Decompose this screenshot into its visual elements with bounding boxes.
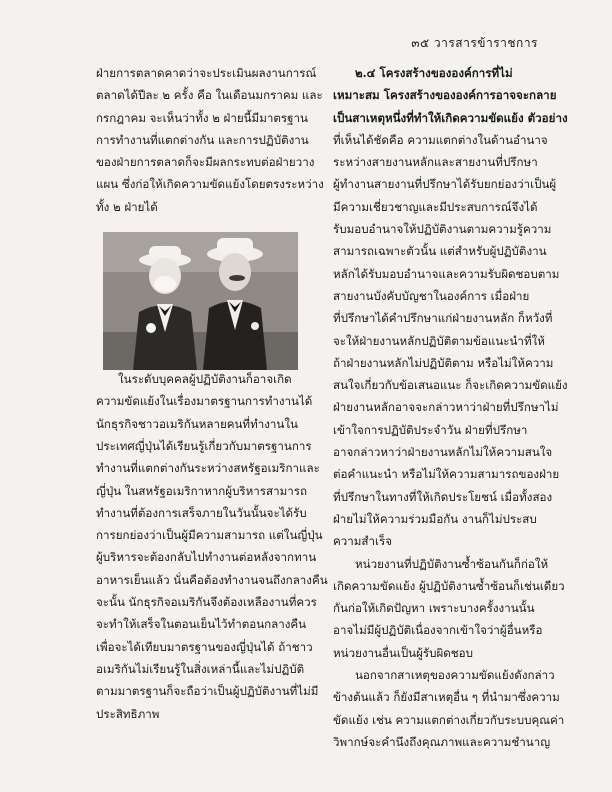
text-line: ผู้ทำงานสายงานที่ปรึกษาได้รับยกย่องว่าเป็นผู้ xyxy=(333,177,557,192)
text-line: หน่วยงานที่ปฏิบัติงานซ้ำซ้อนกันก็ก่อให้ xyxy=(355,556,549,571)
text-line: จะนั้น นักธุรกิจอเมริกันจึงต้องเหลืองานที่ควร xyxy=(96,595,317,610)
text-line: ที่เห็นได้ชัดคือ ความแตกต่างในด้านอำนาจ xyxy=(333,132,548,147)
text-line: นอกจากสาเหตุของความขัดแย้งดังกล่าว xyxy=(355,668,555,683)
text-line: สนใจเกี่ยวกับข้อเสนอแนะ ก็จะเกิดความขัดแย้ง xyxy=(333,378,568,393)
text-line: เพื่อจะได้เทียบมาตรฐานของญี่ปุ่นได้ ถ้าชาว xyxy=(96,639,313,654)
text-line: ที่ปรึกษาได้คำปรึกษาแก่ฝ่ายงานหลัก ก็หวังที่ xyxy=(333,311,553,326)
text-line: วิพากษ์จะคำนึงถึงคุณภาพและความชำนาญ xyxy=(333,734,551,749)
text-line: แผน ซึ่งก่อให้เกิดความขัดแย้งโดยตรงระหว่าง xyxy=(96,177,324,192)
text-line: จะให้ฝ่ายงานหลักปฏิบัติตามข้อแนะนำที่ให้ xyxy=(333,333,545,348)
left-paragraph-2 xyxy=(96,368,328,725)
right-column xyxy=(333,62,568,753)
text-line: ทั้ง ๒ ฝ่ายได้ xyxy=(96,199,158,214)
text-line: ความขัดแย้งในเรื่องมาตรฐานการทำงานได้ xyxy=(96,394,313,409)
text-line: การยกย่องว่าเป็นผู้มีความสามารถ แต่ในญี่ปุ่น xyxy=(96,528,323,543)
text-line: ฝ่ายงานหลักอาจจะกล่าวหาว่าฝ่ายที่ปรึกษาไม่ xyxy=(333,400,559,415)
text-line: ทำงานที่แตกต่างกันระหว่างสหรัฐอเมริกาและ xyxy=(96,461,320,476)
photo-two-elderly-men xyxy=(103,232,298,370)
right-paragraph-2 xyxy=(333,553,565,664)
text-line: ในระดับบุคคลผู้ปฏิบัติงานก็อาจเกิด xyxy=(118,372,292,387)
text-line: เข้าใจการปฏิบัติประจำวัน ฝ่ายที่ปรึกษา xyxy=(333,422,528,437)
text-line: หน่วยงานอื่นเป็นผู้รับผิดชอบ xyxy=(333,645,473,660)
text-line: รับมอบอำนาจให้ปฏิบัติงานตามความรู้ความ xyxy=(333,222,552,237)
text-line: ประสิทธิภาพ xyxy=(96,706,160,721)
text-line: กรกฎาคม จะเห็นว่าทั้ง ๒ ฝ่ายนี้มีมาตรฐาน xyxy=(96,110,308,125)
text-line: ความสำเร็จ xyxy=(333,534,392,549)
text-line: ต่อคำแนะนำ หรือไม่ให้ความสามารถของฝ่าย xyxy=(333,467,560,482)
text-line: จะทำให้เสร็จในตอนเย็นไว้ทำตอนกลางคืน xyxy=(96,617,307,632)
text-line: อเมริกันไม่เรียนรู้ในสิ่งเหล่านี้และไม่ปฏิบัติ xyxy=(96,661,305,676)
text-line: สายงานบังคับบัญชาในองค์การ เมื่อฝ่าย xyxy=(333,288,530,303)
text-line: ตามมาตรฐานก็จะถือว่าเป็นผู้ปฏิบัติงานที่ไม่มี xyxy=(96,684,319,699)
text-line: กันก่อให้เกิดปัญหา เพราะบางครั้งงานนั้น xyxy=(333,601,535,616)
left-paragraph-1 xyxy=(96,62,324,218)
text-line: ขัดแย้ง เช่น ความแตกต่างเกี่ยวกับระบบคุณค่า xyxy=(333,712,565,727)
text-line: การทำงานที่แตกต่างกัน และการปฏิบัติงาน xyxy=(96,132,309,147)
text-line: ฝ่ายการตลาดคาดว่าจะประเมินผลงานการณ์ xyxy=(96,66,317,80)
text-line: อาหารเย็นแล้ว นั่นคือต้องทำงานจนถึงกลางคืน xyxy=(96,572,328,587)
page-header: ๓๕ วารสารข้าราชการ xyxy=(411,36,538,50)
text-line: ผู้บริหารจะต้องกลับไปทำงานต่อหลังจากทาน xyxy=(96,550,317,565)
text-line: ตลาดได้ปีละ ๒ ครั้ง คือ ในเดือนมกราคม และ xyxy=(96,88,323,103)
left-column xyxy=(96,62,328,725)
text-line: ที่ปรึกษาในทางที่ให้เกิดประโยชน์ เมื่อทั้งสอง xyxy=(333,489,553,504)
text-line: อาจกล่าวหาว่าฝ่ายงานหลักไม่ให้ความสนใจ xyxy=(333,445,553,460)
text-line: ประเทศญี่ปุ่นได้เรียนรู้เกี่ยวกับมาตรฐานการ xyxy=(96,438,312,453)
text-line: สามารถเฉพาะตัวนั้น แต่สำหรับผู้ปฏิบัติงาน xyxy=(333,244,547,259)
right-paragraph-3 xyxy=(333,664,565,753)
text-line: ญี่ปุ่น ในสหรัฐอเมริกาหากผู้บริหารสามารถ xyxy=(96,483,308,498)
text-line: ข้างต้นแล้ว ก็ยังมีสาเหตุอื่น ๆ ที่นำมาซึ่งความ xyxy=(333,690,560,705)
text-line: เหมาะสม โครงสร้างขององค์การอาจจะกลาย xyxy=(333,88,557,103)
text-line: เป็นสาเหตุหนึ่งที่ทำให้เกิดความขัดแย้ง ตัวอย่าง xyxy=(333,110,568,125)
right-paragraph-1 xyxy=(333,84,568,552)
text-line: หลักได้รับมอบอำนาจและความรับผิดชอบตาม xyxy=(333,266,560,281)
text-line: เกิดความขัดแย้ง ผู้ปฏิบัติงานซ้ำซ้อนก็เช่นเดียว xyxy=(333,578,565,593)
text-line: มีความเชี่ยวชาญและมีประสบการณ์จึงได้ xyxy=(333,199,538,214)
text-line: ฝ่ายไม่ให้ความร่วมมือกัน งานก็ไม่ประสบ xyxy=(333,511,537,526)
text-line: อาจไม่มีผู้ปฏิบัติเนื่องจากเข้าใจว่าผู้อื่นหรือ xyxy=(333,623,543,638)
text-line: นักธุรกิจชาวอเมริกันหลายคนที่ทำงานใน xyxy=(96,416,298,431)
text-line: ของฝ่ายการตลาดก็จะมีผลกระทบต่อฝ่ายวาง xyxy=(96,155,315,170)
section-heading: ๒.๔ โครงสร้างขององค์การที่ไม่ xyxy=(355,66,513,80)
text-line: ทำงานที่ต้องการเสร็จภายในวันนั้นจะได้รับ xyxy=(96,505,307,520)
text-line: ถ้าฝ่ายงานหลักไม่ปฏิบัติตาม หรือไม่ให้ความ xyxy=(333,355,554,370)
text-line: ระหว่างสายงานหลักและสายงานที่ปรึกษา xyxy=(333,155,538,170)
